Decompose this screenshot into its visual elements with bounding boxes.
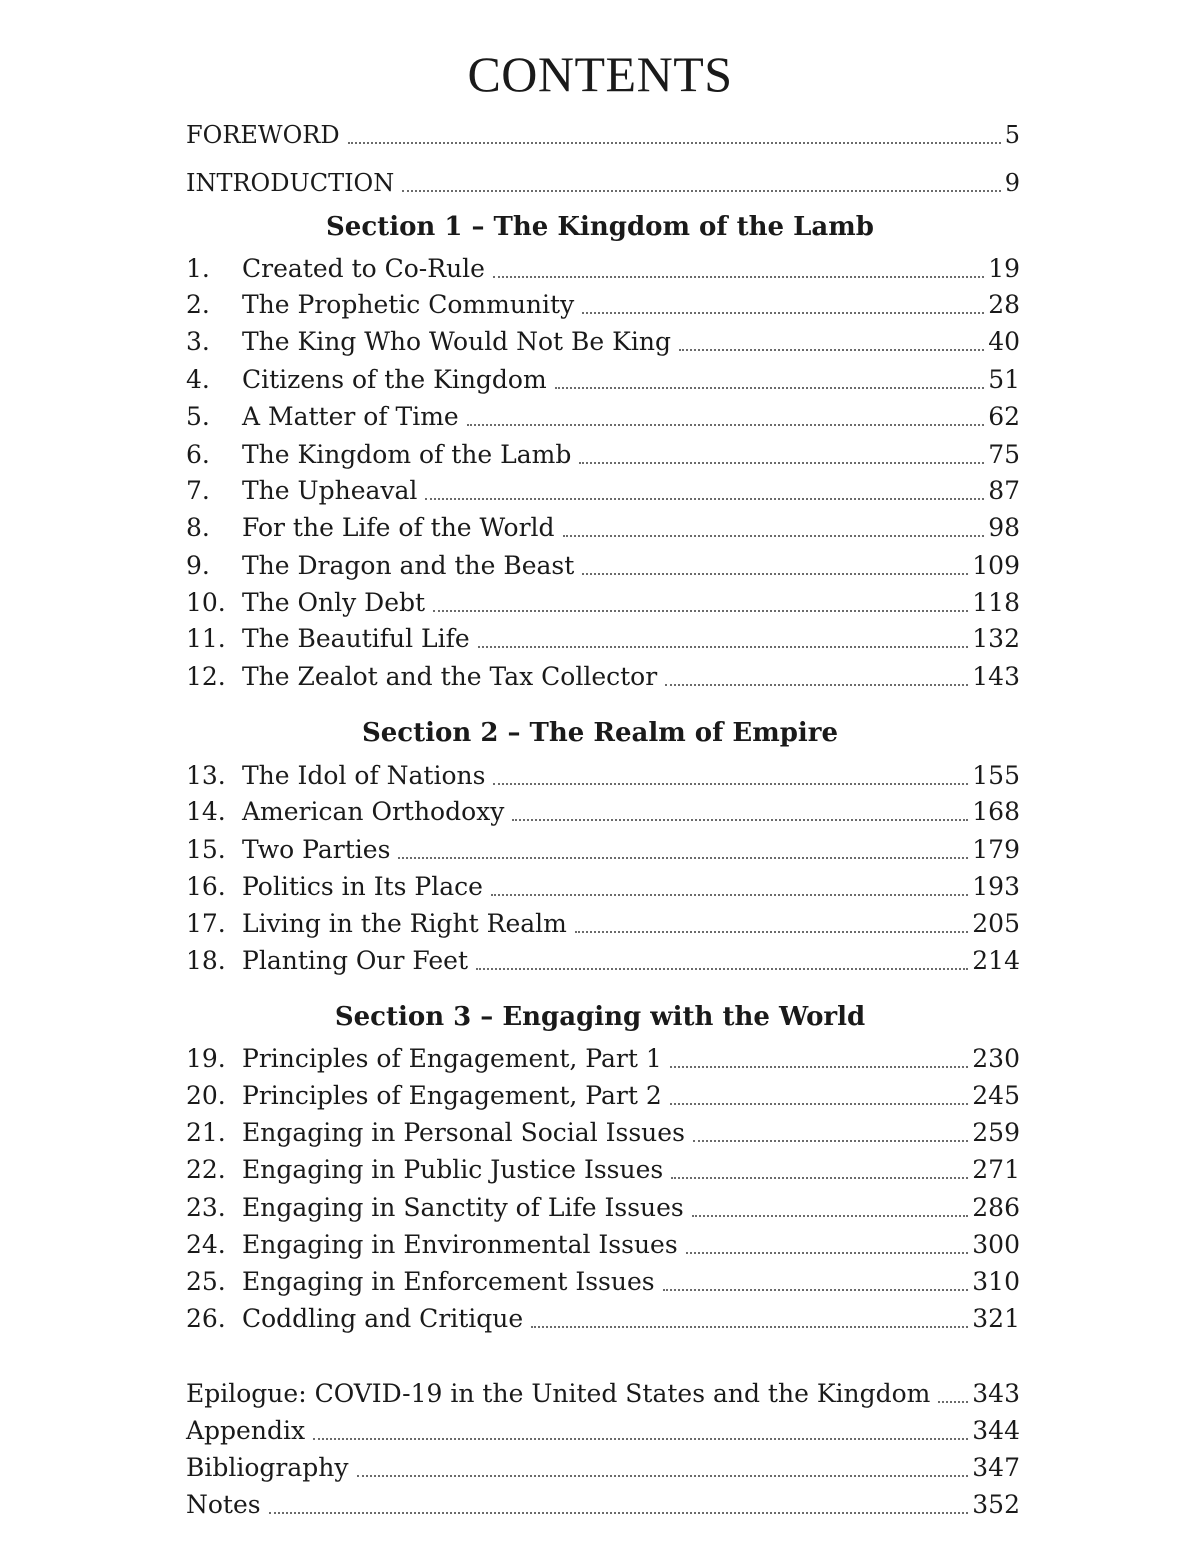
- chapter-title: Engaging in Sanctity of Life Issues: [242, 1193, 684, 1222]
- page-number: 143: [972, 662, 1020, 691]
- chapter-title: The King Who Would Not Be King: [242, 327, 671, 356]
- dot-leader: [692, 1215, 969, 1217]
- chapter-number: 21.: [186, 1118, 226, 1147]
- toc-entry-chapter[interactable]: [186, 656, 1020, 692]
- dot-leader: [693, 1140, 968, 1142]
- toc-entry-chapter[interactable]: [186, 940, 1020, 976]
- toc-entry-chapter[interactable]: [186, 1112, 1020, 1148]
- section-1-heading: Section 1 – The Kingdom of the Lamb: [326, 212, 874, 242]
- toc-entry-appendix[interactable]: [186, 1410, 1020, 1446]
- page-number: 347: [972, 1453, 1020, 1482]
- page-number: 118: [972, 588, 1020, 617]
- dot-leader: [467, 424, 984, 426]
- dot-leader: [563, 535, 985, 537]
- page-number: 132: [972, 624, 1020, 653]
- page-number: 19: [988, 254, 1020, 283]
- page-number: 205: [972, 909, 1020, 938]
- toc-entry-chapter[interactable]: [186, 582, 1020, 618]
- dot-leader: [575, 931, 968, 933]
- chapter-title: Politics in Its Place: [242, 872, 483, 901]
- page-number: 230: [972, 1044, 1020, 1073]
- dot-leader: [478, 646, 969, 648]
- toc-entry-chapter[interactable]: [186, 396, 1020, 432]
- dot-leader: [671, 1177, 968, 1179]
- page-number: 28: [988, 290, 1020, 319]
- toc-entry-chapter[interactable]: [186, 866, 1020, 902]
- page-number: 193: [972, 872, 1020, 901]
- dot-leader: [493, 783, 968, 785]
- toc-entry-chapter[interactable]: [186, 1075, 1020, 1111]
- chapter-title: The Beautiful Life: [242, 624, 470, 653]
- chapter-title: The Only Debt: [242, 588, 426, 617]
- page-number: 75: [988, 440, 1020, 469]
- chapter-number: 12.: [186, 662, 226, 691]
- chapter-number: 1.: [186, 254, 210, 283]
- toc-entry-chapter[interactable]: [186, 1261, 1020, 1297]
- toc-entry-chapter[interactable]: [186, 545, 1020, 581]
- page-number: 286: [972, 1193, 1020, 1222]
- chapter-title: Planting Our Feet: [242, 946, 469, 975]
- dot-leader: [665, 684, 968, 686]
- dot-leader: [670, 1066, 969, 1068]
- chapter-number: 18.: [186, 946, 226, 975]
- chapter-number: 25.: [186, 1267, 226, 1296]
- chapter-title: The Prophetic Community: [242, 290, 575, 319]
- page-title: CONTENTS: [467, 46, 733, 102]
- page-number: 310: [972, 1267, 1020, 1296]
- toc-entry-chapter[interactable]: [186, 903, 1020, 939]
- dot-leader: [493, 276, 984, 278]
- page-number: 62: [988, 402, 1020, 431]
- dot-leader: [348, 142, 1001, 144]
- section-2-heading: Section 2 – The Realm of Empire: [361, 718, 838, 748]
- toc-entry-chapter[interactable]: [186, 321, 1020, 357]
- chapter-number: 17.: [186, 909, 226, 938]
- entry-label: INTRODUCTION: [186, 169, 395, 197]
- chapter-number: 13.: [186, 761, 226, 790]
- chapter-title: The Kingdom of the Lamb: [242, 440, 572, 469]
- dot-leader: [582, 573, 968, 575]
- chapter-number: 10.: [186, 588, 226, 617]
- toc-entry-chapter[interactable]: [186, 791, 1020, 827]
- page-number: 344: [972, 1416, 1020, 1445]
- chapter-number: 19.: [186, 1044, 226, 1073]
- chapter-number: 11.: [186, 624, 226, 653]
- entry-label: Appendix: [186, 1416, 306, 1445]
- dot-leader: [938, 1401, 968, 1403]
- chapter-title: Engaging in Enforcement Issues: [242, 1267, 655, 1296]
- chapter-title: American Orthodoxy: [242, 797, 505, 826]
- chapter-number: 8.: [186, 513, 210, 542]
- dot-leader: [398, 857, 968, 859]
- chapter-title: Principles of Engagement, Part 2: [242, 1081, 662, 1110]
- chapter-title: For the Life of the World: [242, 513, 555, 542]
- chapter-title: Engaging in Personal Social Issues: [242, 1118, 685, 1147]
- chapter-number: 16.: [186, 872, 226, 901]
- page-number: 245: [972, 1081, 1020, 1110]
- toc-entry-chapter[interactable]: [186, 359, 1020, 395]
- dot-leader: [663, 1289, 969, 1291]
- chapter-number: 5.: [186, 402, 210, 431]
- dot-leader: [269, 1512, 969, 1514]
- page-number: 300: [972, 1230, 1020, 1259]
- page-number: 352: [972, 1490, 1020, 1519]
- dot-leader: [670, 1103, 969, 1105]
- entry-label: Bibliography: [186, 1453, 349, 1482]
- dot-leader: [357, 1475, 969, 1477]
- toc-entry-chapter[interactable]: [186, 470, 1020, 506]
- toc-entry-chapter[interactable]: [186, 1298, 1020, 1334]
- dot-leader: [313, 1438, 968, 1440]
- toc-entry-chapter[interactable]: [186, 1038, 1020, 1074]
- dot-leader: [686, 1252, 969, 1254]
- chapter-number: 4.: [186, 365, 210, 394]
- section-3-heading: Section 3 – Engaging with the World: [334, 1002, 866, 1032]
- page-number: 109: [972, 551, 1020, 580]
- toc-entry-bibliography[interactable]: [186, 1447, 1020, 1483]
- toc-entry-epilogue[interactable]: [186, 1373, 1020, 1409]
- dot-leader: [433, 610, 968, 612]
- chapter-title: Coddling and Critique: [242, 1304, 524, 1333]
- chapter-title: Two Parties: [242, 835, 391, 864]
- chapter-number: 20.: [186, 1081, 226, 1110]
- chapter-number: 3.: [186, 327, 210, 356]
- entry-label: FOREWORD: [186, 121, 340, 149]
- dot-leader: [555, 387, 985, 389]
- toc-entry-chapter[interactable]: [186, 507, 1020, 543]
- chapter-number: 6.: [186, 440, 210, 469]
- dot-leader: [476, 968, 968, 970]
- chapter-number: 14.: [186, 797, 226, 826]
- chapter-number: 22.: [186, 1155, 226, 1184]
- chapter-title: The Idol of Nations: [242, 761, 486, 790]
- chapter-title: Created to Co-Rule: [242, 254, 485, 283]
- chapter-title: Citizens of the Kingdom: [242, 365, 547, 394]
- dot-leader: [579, 462, 984, 464]
- toc-entry-chapter[interactable]: [186, 755, 1020, 791]
- dot-leader: [679, 349, 984, 351]
- toc-entry-chapter[interactable]: [186, 1149, 1020, 1185]
- chapter-title: Engaging in Public Justice Issues: [242, 1155, 664, 1184]
- toc-entry-chapter[interactable]: [186, 1187, 1020, 1223]
- entry-label: Notes: [186, 1490, 261, 1519]
- dot-leader: [425, 498, 984, 500]
- chapter-number: 9.: [186, 551, 210, 580]
- chapter-number: 7.: [186, 476, 210, 505]
- page-number: 9: [1004, 169, 1020, 197]
- chapter-number: 26.: [186, 1304, 226, 1333]
- page-number: 271: [972, 1155, 1020, 1184]
- toc-entry-chapter[interactable]: [186, 618, 1020, 654]
- chapter-title: A Matter of Time: [242, 402, 459, 431]
- entry-label: Epilogue: COVID-19 in the United States and the Kingdom: [186, 1379, 931, 1408]
- toc-entry-chapter[interactable]: [186, 434, 1020, 470]
- page-number: 40: [988, 327, 1020, 356]
- toc-entry-chapter[interactable]: [186, 829, 1020, 865]
- chapter-title: The Zealot and the Tax Collector: [242, 662, 658, 691]
- page-number: 168: [972, 797, 1020, 826]
- page-number: 87: [988, 476, 1020, 505]
- page-number: 51: [988, 365, 1020, 394]
- chapter-title: The Dragon and the Beast: [242, 551, 575, 580]
- chapter-number: 15.: [186, 835, 226, 864]
- dot-leader: [512, 819, 968, 821]
- dot-leader: [491, 894, 968, 896]
- chapter-title: Living in the Right Realm: [242, 909, 567, 938]
- page-number: 321: [972, 1304, 1020, 1333]
- dot-leader: [402, 190, 1000, 192]
- toc-entry-chapter[interactable]: [186, 1224, 1020, 1260]
- chapter-number: 23.: [186, 1193, 226, 1222]
- toc-entry-chapter[interactable]: [186, 248, 1020, 284]
- toc-entry-foreword[interactable]: [186, 114, 1020, 150]
- page-number: 98: [988, 513, 1020, 542]
- dot-leader: [582, 312, 984, 314]
- dot-leader: [531, 1326, 968, 1328]
- toc-entry-introduction[interactable]: [186, 162, 1020, 198]
- page-number: 155: [972, 761, 1020, 790]
- page-number: 179: [972, 835, 1020, 864]
- chapter-title: Principles of Engagement, Part 1: [242, 1044, 662, 1073]
- chapter-title: Engaging in Environmental Issues: [242, 1230, 678, 1259]
- page-number: 259: [972, 1118, 1020, 1147]
- page-number: 214: [972, 946, 1020, 975]
- chapter-number: 2.: [186, 290, 210, 319]
- page-number: 343: [972, 1379, 1020, 1408]
- toc-entry-notes[interactable]: [186, 1484, 1020, 1520]
- chapter-number: 24.: [186, 1230, 226, 1259]
- chapter-title: The Upheaval: [242, 476, 418, 505]
- page-number: 5: [1004, 121, 1020, 149]
- toc-entry-chapter[interactable]: [186, 284, 1020, 320]
